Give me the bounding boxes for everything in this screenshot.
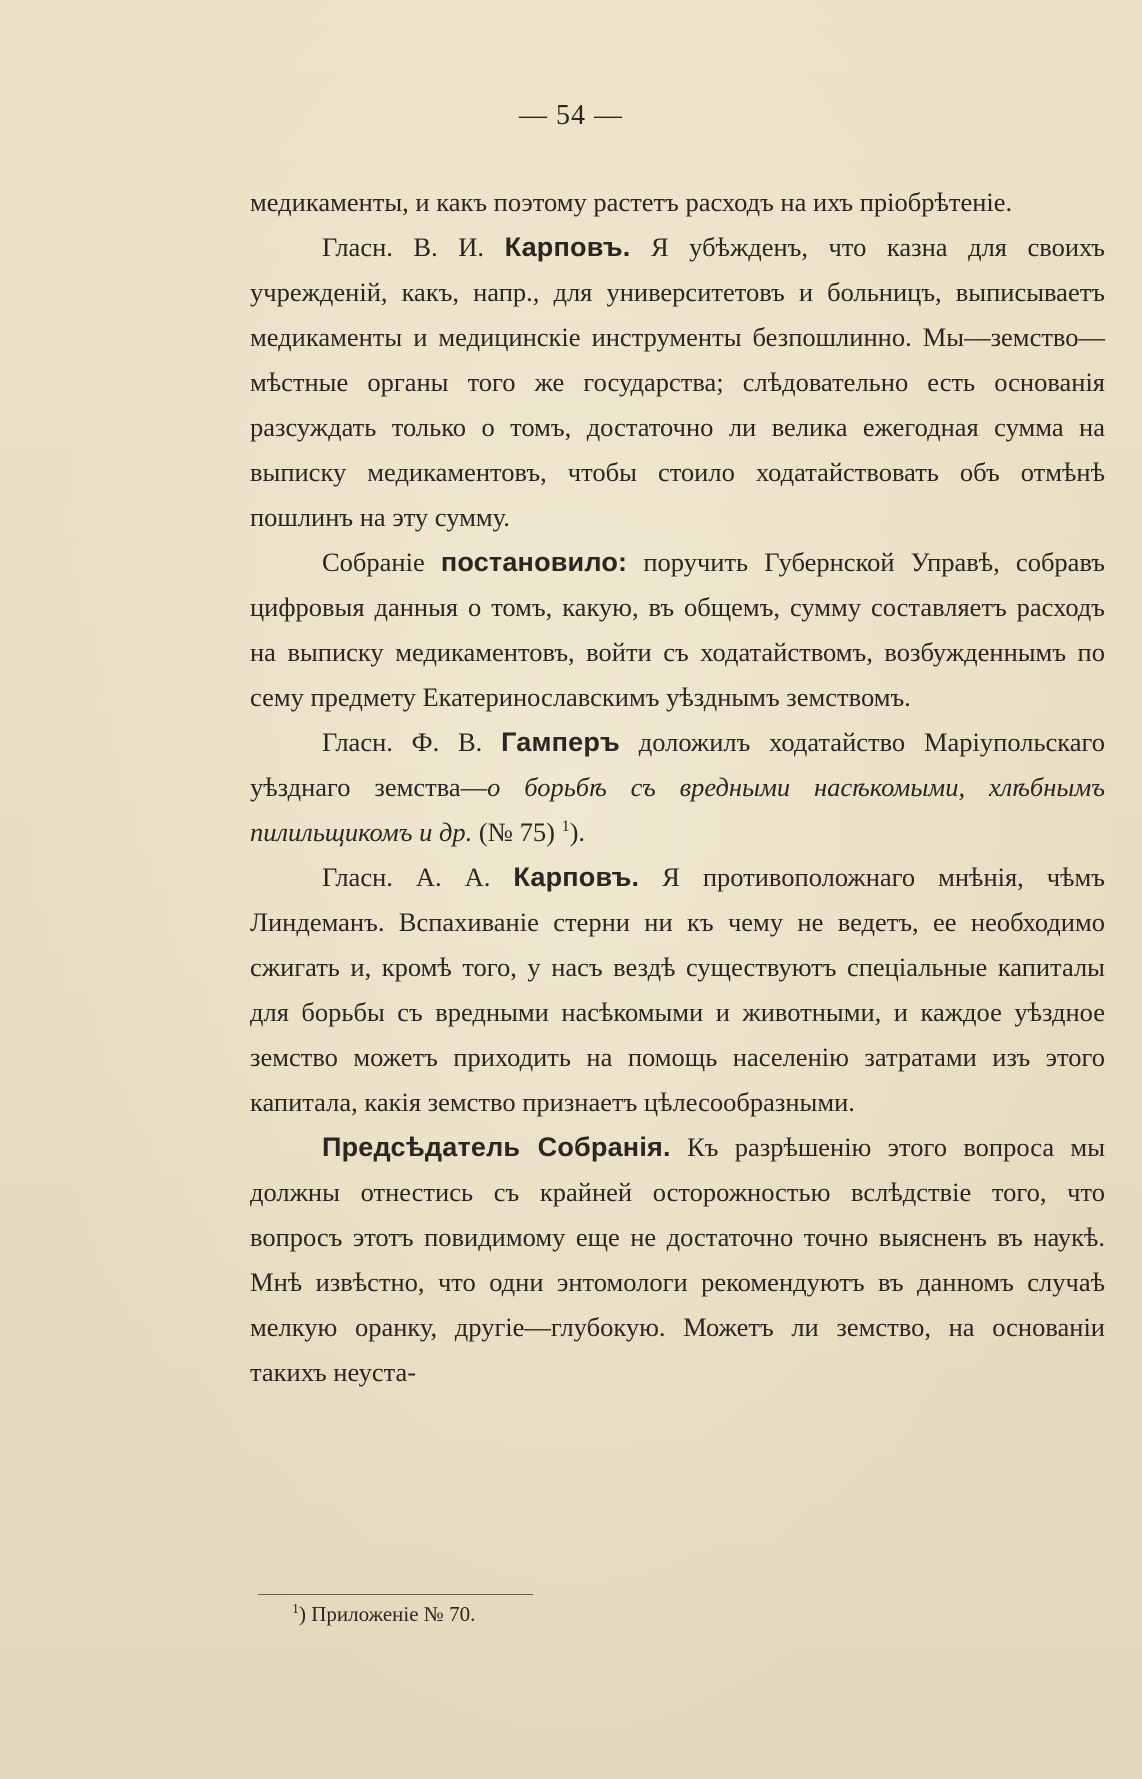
speaker-prefix: Гласн. В. И. <box>322 232 505 262</box>
paragraph-text: Я противоположнаго мнѣнія, чѣмъ Линдеманъ. Вспахиваніе стерни ни къ чему не ведетъ, ее необходимо сжигать и, кромѣ того, у насъ вездѣ существуютъ спеціальные капиталы для борьбы съ вредными насѣкомыми и животными, и каждое уѣздное земство можетъ приходить на помощь населенію затратами изъ этого капитала, какія земство признаетъ цѣлесообразными. <box>250 862 1105 1117</box>
petition-title: о борьбѣ съ вредными насѣкомыми, хлѣбнымъ пилильщикомъ и др. <box>250 772 1105 847</box>
paragraph-end: ). <box>569 817 586 847</box>
paragraph-text: Я убѣжденъ, что казна для своихъ учрежденій, какъ, напр., для университетовъ и больницъ, выписываетъ медикаменты и медицинскіе инструменты безпошлинно. Мы—земство—мѣстные органы того же государства; слѣдовательно есть основанія разсуждать только о томъ, достаточно ли велика ежегодная сумма на выписку медикаментовъ, чтобы стоило ходатайствовать объ отмѣнѣ пошлинъ на эту сумму. <box>250 232 1105 532</box>
speaker-name: Карповъ. <box>513 862 640 892</box>
speaker-prefix: Гласн. Ф. В. <box>322 727 502 757</box>
footnote-mark: 1 <box>292 1602 299 1617</box>
paragraph-text: доложилъ ходатайство Маріупольскаго уѣзднаго земства— <box>250 727 1105 802</box>
speaker-name: Предсѣдатель Собранія. <box>322 1132 671 1162</box>
speaker-prefix: Гласн. А. А. <box>322 862 514 892</box>
page-body <box>250 180 1105 1395</box>
paragraph-chairman <box>250 1125 1105 1395</box>
paragraph-text: Къ разрѣшенію этого вопроса мы должны отнестись съ крайней осторожностью вслѣдствіе того, что вопросъ этотъ повидимому еще не достаточно точно выясненъ въ наукѣ. Мнѣ извѣстно, что одни энтомологи рекомендуютъ въ данномъ случаѣ мелкую оранку, другіе—глубокую. Можетъ ли земство, на основаніи такихъ неуста- <box>250 1132 1105 1387</box>
petition-number: (№ 75) <box>472 817 562 847</box>
speaker-name: Карповъ. <box>504 232 631 262</box>
paragraph-gamper <box>250 720 1105 855</box>
paragraph-karpov-aa <box>250 855 1105 1125</box>
paragraph-text: поручить Губернской Управѣ, собравъ цифровыя данныя о томъ, какую, въ общемъ, сумму составляетъ расходъ на выписку медикаментовъ, войти съ ходатайствомъ, возбужденнымъ по сему предмету Екатеринославскимъ уѣзднымъ земствомъ. <box>250 547 1105 712</box>
footnote-divider <box>258 1594 533 1595</box>
paragraph-karpov-vi <box>250 225 1105 540</box>
resolution-keyword: постановило: <box>440 547 628 577</box>
paragraph-resolution <box>250 540 1105 720</box>
paragraph-text: медикаменты, и какъ поэтому растетъ расходъ на ихъ пріобрѣтеніе. <box>250 187 1013 217</box>
resolution-prefix: Собраніе <box>322 547 441 577</box>
footnote-text: ) Приложеніе № 70. <box>299 1602 476 1626</box>
footnote-reference: 1 <box>561 818 570 836</box>
page-number: — 54 — <box>519 100 623 131</box>
footnote <box>292 1599 475 1629</box>
speaker-name: Гамперъ <box>501 727 620 757</box>
paragraph-continuation <box>250 180 1105 225</box>
